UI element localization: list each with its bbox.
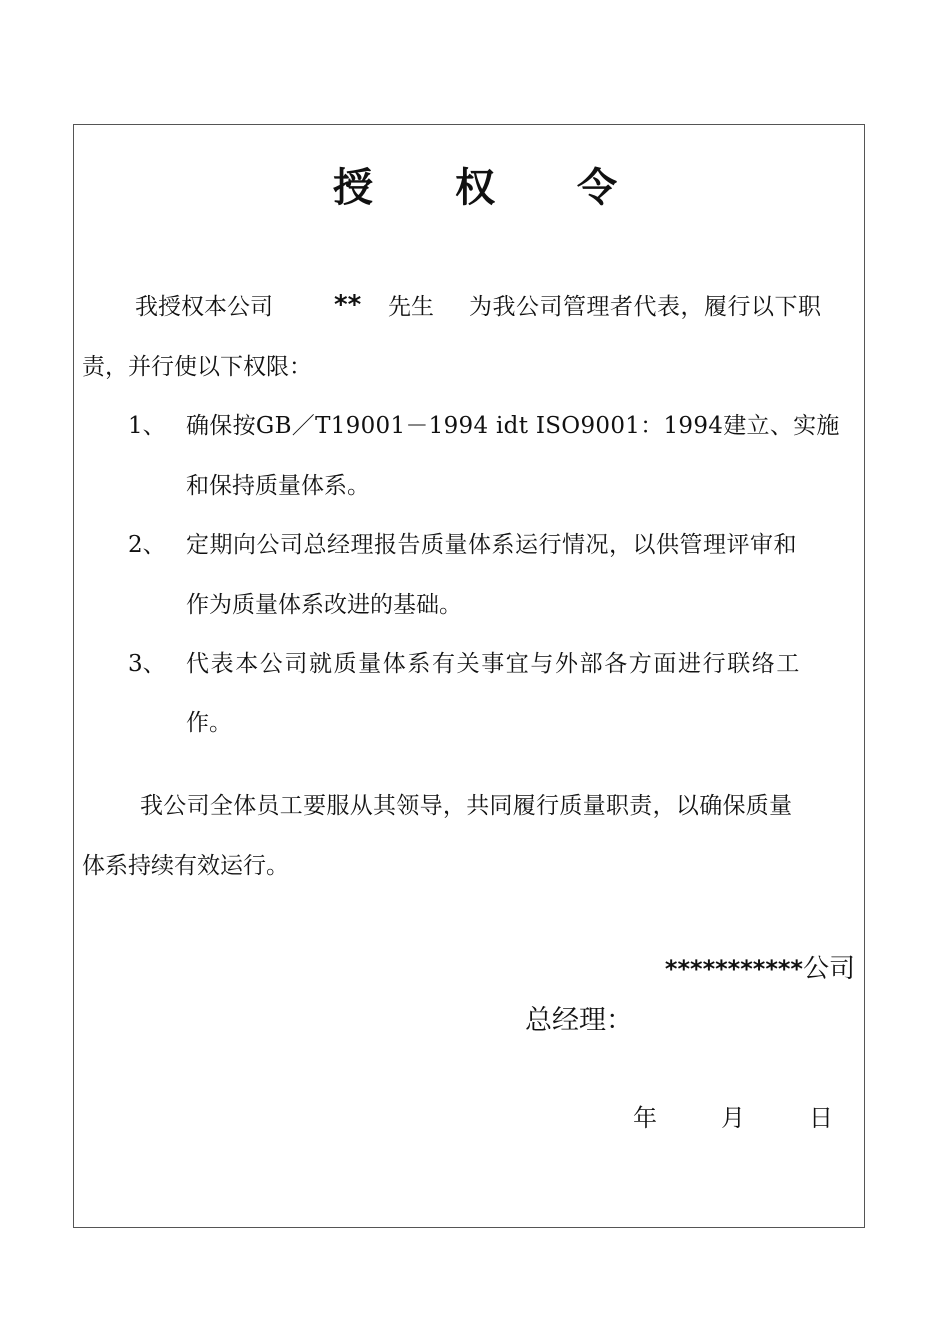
company-name-stars: ***********: [664, 955, 803, 983]
general-manager-label: 总经理：: [525, 1005, 633, 1036]
intro-line-1: [135, 292, 273, 322]
company-name-suffix: 公司: [802, 954, 855, 984]
item-3-line-1: 代表本公司就质量体系有关事宜与外部各方面进行联络工: [186, 651, 801, 677]
item-2-number: 2、: [128, 532, 166, 558]
item-3-number: 3、: [128, 651, 166, 677]
date-day: 日: [809, 1104, 833, 1132]
date-month: 月: [721, 1104, 745, 1132]
item-3-line-2: 作。: [186, 710, 232, 736]
date-year: 年: [633, 1104, 657, 1132]
company-name: [665, 952, 855, 986]
title-char-1: 授: [333, 164, 373, 211]
appointee-name: **: [334, 290, 362, 320]
intro-part-3-text: 为我公司管理者代表，履行以下职: [469, 294, 822, 320]
date-line: [633, 1102, 833, 1134]
intro-part-1: 我授权本公司: [135, 294, 273, 320]
item-1-line-1: 确保按GB／T19001－1994 idt ISO9001：1994建立、实施: [186, 413, 840, 439]
closing-line-1: 我公司全体员工要服从其领导，共同履行质量职责，以确保质量: [140, 793, 793, 819]
intro-line-2: 责，并行使以下权限：: [82, 354, 312, 380]
item-2-line-1: 定期向公司总经理报告质量体系运行情况，以供管理评审和: [186, 532, 797, 558]
title-char-2: 权: [455, 164, 495, 211]
item-1-line-2: 和保持质量体系。: [186, 473, 370, 499]
intro-part-2: 先生: [388, 294, 434, 320]
intro-part-3: [469, 292, 855, 322]
item-2-line-2: 作为质量体系改进的基础。: [186, 592, 462, 618]
item-1-number: 1、: [128, 413, 166, 439]
title-char-3: 令: [577, 164, 617, 211]
closing-line-2: 体系持续有效运行。: [82, 853, 289, 879]
document-title: [0, 160, 950, 220]
